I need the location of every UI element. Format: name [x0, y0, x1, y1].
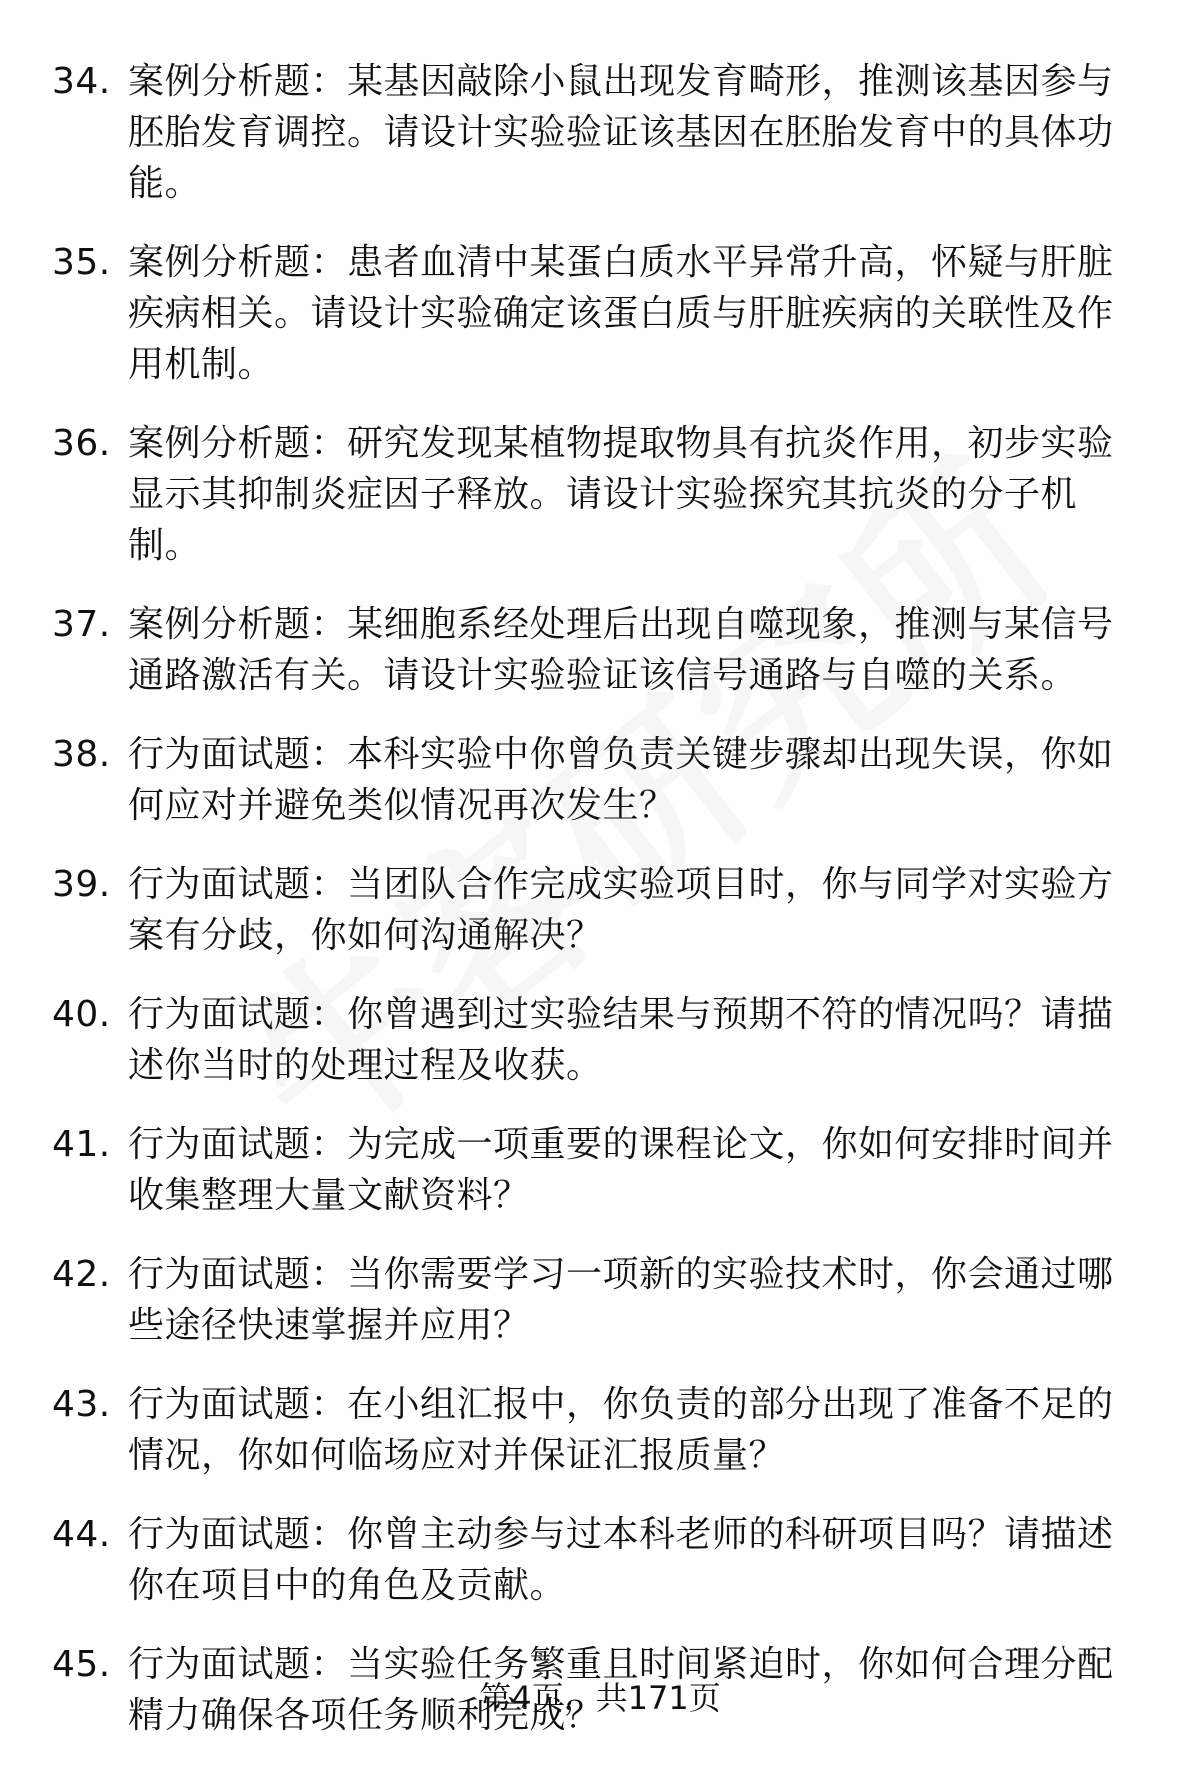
question-text: 案例分析题：研究发现某植物提取物具有抗炎作用，初步实验显示其抑制炎症因子释放。请设计实验探究其抗炎的分子机制。 — [128, 423, 1114, 566]
question-item — [0, 599, 1200, 701]
question-number: 37. — [52, 604, 111, 645]
question-number: 44. — [52, 1514, 111, 1555]
question-text: 行为面试题：为完成一项重要的课程论文，你如何安排时间并收集整理大量文献资料？ — [128, 1124, 1114, 1216]
question-number: 42. — [52, 1254, 111, 1295]
question-text: 行为面试题：你曾遇到过实验结果与预期不符的情况吗？请描述你当时的处理过程及收获。 — [128, 994, 1114, 1086]
question-number: 39. — [52, 864, 111, 905]
question-text: 行为面试题：当你需要学习一项新的实验技术时，你会通过哪些途径快速掌握并应用？ — [128, 1254, 1114, 1346]
question-item — [0, 859, 1200, 961]
question-number: 41. — [52, 1124, 111, 1165]
page-footer: 第4页，共171页 — [479, 1679, 721, 1717]
question-item — [0, 1379, 1200, 1481]
question-text: 案例分析题：某基因敲除小鼠出现发育畸形，推测该基因参与胚胎发育调控。请设计实验验证该基因在胚胎发育中的具体功能。 — [128, 61, 1114, 204]
question-number: 34. — [52, 61, 111, 102]
question-list — [0, 56, 1200, 1769]
question-item — [0, 418, 1200, 571]
question-number: 45. — [52, 1644, 111, 1685]
question-text: 案例分析题：某细胞系经处理后出现自噬现象，推测与某信号通路激活有关。请设计实验验证该信号通路与自噬的关系。 — [128, 604, 1114, 696]
question-number: 40. — [52, 994, 111, 1035]
question-item — [0, 237, 1200, 390]
question-item — [0, 1249, 1200, 1351]
question-text: 行为面试题：当实验任务繁重且时间紧迫时，你如何合理分配精力确保各项任务顺利完成？ — [128, 1644, 1114, 1736]
question-text: 行为面试题：当团队合作完成实验项目时，你与同学对实验方案有分歧，你如何沟通解决？ — [128, 864, 1114, 956]
question-item — [0, 729, 1200, 831]
question-text: 行为面试题：在小组汇报中，你负责的部分出现了准备不足的情况，你如何临场应对并保证汇报质量？ — [128, 1384, 1114, 1476]
question-item — [0, 56, 1200, 209]
question-number: 36. — [52, 423, 111, 464]
question-item — [0, 1119, 1200, 1221]
question-text: 案例分析题：患者血清中某蛋白质水平异常升高，怀疑与肝脏疾病相关。请设计实验确定该蛋白质与肝脏疾病的关联性及作用机制。 — [128, 242, 1114, 385]
question-number: 43. — [52, 1384, 111, 1425]
question-text: 行为面试题：你曾主动参与过本科老师的科研项目吗？请描述你在项目中的角色及贡献。 — [128, 1514, 1114, 1606]
question-number: 38. — [52, 734, 111, 775]
question-number: 35. — [52, 242, 111, 283]
question-item — [0, 1509, 1200, 1611]
question-text: 行为面试题：本科实验中你曾负责关键步骤却出现失误，你如何应对并避免类似情况再次发生？ — [128, 734, 1114, 826]
question-item — [0, 989, 1200, 1091]
